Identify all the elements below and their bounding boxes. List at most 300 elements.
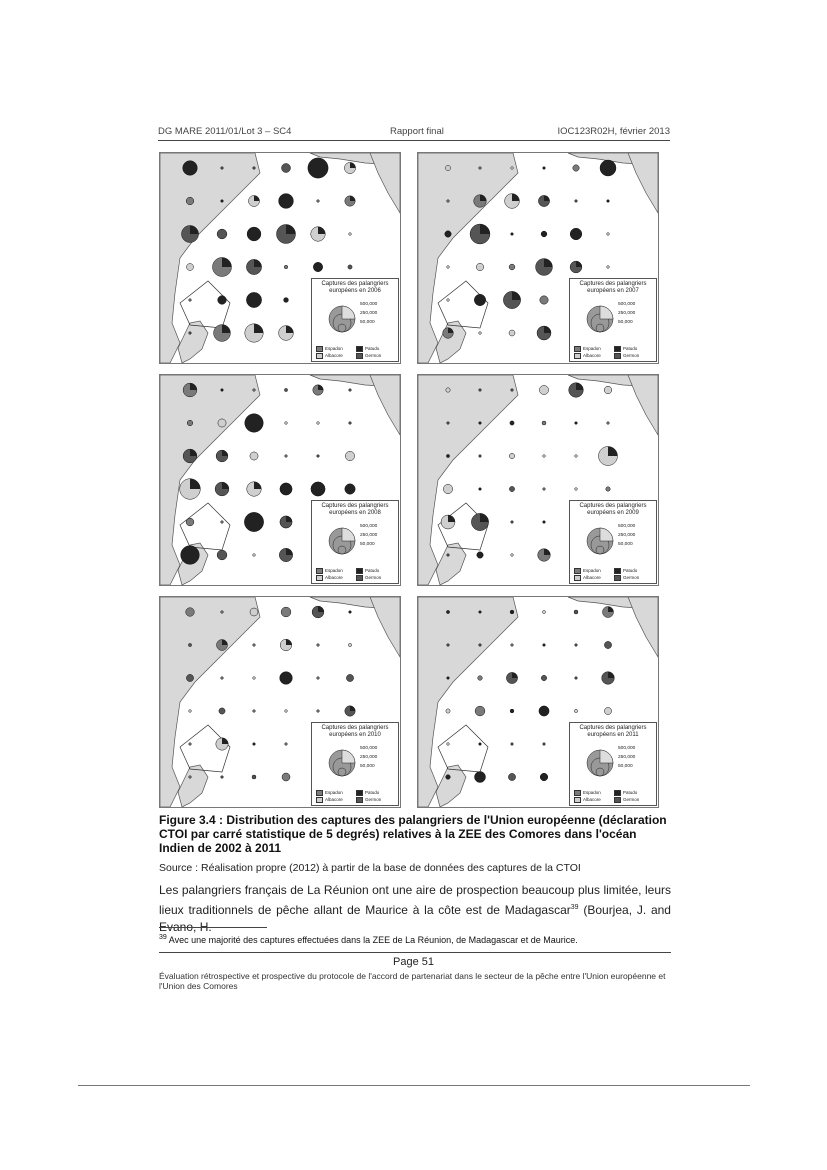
paragraph-main: Les palangriers français de La Réunion ont une aire de prospection beaucoup plus limitée, leurs lieux traditionnels de pêche allant de Maurice à la côte est de Madagascar [159,883,671,917]
catch-pie-marker [476,263,483,270]
footnote [159,934,578,945]
paragraph-footnote-ref[interactable]: 39 [570,904,579,911]
legend-category-label: Albacore [583,575,601,580]
legend-title: Captures des palangriers européens en 2007 [579,281,647,294]
catch-pie-marker [607,266,610,269]
catch-pie-slice [222,450,228,456]
catch-pie-slice [544,195,550,201]
catch-pie-marker [575,488,578,491]
legend-categories [316,789,396,803]
legend-pie-slice [600,750,613,763]
catch-pie-marker [511,554,514,557]
catch-pie-marker [479,743,482,746]
legend-category [356,345,396,352]
catch-pie-marker [189,710,192,713]
catch-pie-slice [350,484,355,489]
catch-pie-slice [318,158,328,168]
catch-pie-slice [286,483,292,489]
catch-pie-marker [543,521,546,524]
legend-category-label: Patudo [623,568,638,573]
catch-pie-marker [509,330,515,336]
footer-rule [159,952,671,953]
legend-category-label: Albacore [325,353,343,358]
catch-pie-marker [447,743,450,746]
catch-pie-marker [606,487,610,491]
catch-pie-marker [348,265,352,269]
legend-category-label: Germon [365,797,382,802]
catch-pie-marker [509,264,515,270]
legend-pie-slice [600,528,613,541]
catch-pie-slice [222,325,230,333]
legend-swatch [356,346,363,352]
catch-pie-slice [254,292,262,300]
catch-pie-marker [575,422,578,425]
catch-pie-slice [286,225,295,234]
catch-pie-marker [445,165,450,170]
legend-size-label: 500,000 [618,524,636,529]
legend-swatch [614,346,621,352]
legend-swatch [356,568,363,574]
catch-pie-marker [574,709,577,712]
land-mass [418,597,518,807]
catch-pie-slice [254,324,263,333]
catch-pie-marker [253,389,256,392]
legend-category-label: Patudo [365,346,380,351]
page-number: Page 51 [393,956,434,968]
catch-pie-slice [254,227,261,234]
catch-pie-marker [479,644,482,647]
legend-category [574,789,614,796]
land-mass [628,597,658,657]
legend-size-label: 50,000 [618,320,633,325]
legend-size-label: 500,000 [618,746,636,751]
legend-size-label: 250,000 [360,533,378,538]
catch-pie-marker [446,454,449,457]
catch-pie-marker [317,200,320,203]
catch-pie-marker [542,421,546,425]
legend-pie-slice [342,528,355,541]
catch-pie-marker [253,743,256,746]
catch-pie-slice [254,196,259,201]
catch-pie-marker [607,422,610,425]
catch-pie-marker [478,676,483,681]
legend-swatch [574,790,581,796]
legend-category [574,345,614,352]
catch-pie-marker [253,677,256,680]
catch-pie-slice [448,515,455,522]
legend-swatch [614,575,621,581]
legend-categories [574,567,654,581]
legend-swatch [356,797,363,803]
legend-swatch [316,353,323,359]
map-panel-2008 [159,374,401,586]
catch-pie-marker [346,674,353,681]
catch-pie-marker [446,610,449,613]
catch-pie-slice [350,196,355,201]
legend-categories [574,789,654,803]
legend-category [316,574,356,581]
catch-pie-slice [480,772,485,777]
catch-pie-marker [317,422,320,425]
catch-pie-slice [576,228,582,234]
catch-pie-marker [187,420,193,426]
catch-pie-marker [218,296,227,305]
catch-pie-marker [186,197,194,205]
catch-pie-slice [350,706,355,711]
legend-category [316,345,356,352]
land-mass [436,321,466,363]
legend-swatch [316,797,323,803]
land-mass [628,375,658,435]
land-mass [370,375,400,435]
map-legend [311,278,399,362]
catch-pie-marker [219,708,225,714]
catch-pie-marker [511,521,514,524]
catch-pie-slice [480,294,486,300]
catch-pie-marker [511,389,514,392]
eez-boundary [180,503,230,550]
legend-category [614,796,654,803]
catch-pie-marker [540,296,548,304]
catch-pie-slice [254,259,262,267]
catch-pie-marker [189,299,192,302]
catch-pie-marker [317,644,320,647]
legend-swatch [574,353,581,359]
catch-pie-marker [345,451,354,460]
map-panel-2007 [417,152,659,364]
land-mass [370,153,400,213]
catch-pie-marker [479,167,482,170]
legend-categories [316,567,396,581]
legend-category [316,567,356,574]
legend-size-label: 50,000 [360,542,375,547]
legend-category-label: Espadon [583,790,601,795]
catch-pie-marker [285,710,288,713]
legend-title: Captures des palangriers européens en 2006 [321,281,389,294]
catch-pie-slice [286,194,293,201]
legend-swatch [614,568,621,574]
catch-pie-marker [543,611,546,614]
legend-category [574,352,614,359]
paragraph-tail: (Bourjea, J. and Evano, H. [159,903,671,934]
catch-pie-marker [221,521,224,524]
legend-swatch [356,790,363,796]
legend-category [356,574,396,581]
catch-pie-marker [575,677,578,680]
catch-pie-slice [286,516,292,522]
catch-pie-slice [318,606,324,612]
land-mass [436,543,466,585]
catch-pie-marker [348,643,351,646]
catch-pie-marker [186,674,193,681]
catch-pie-slice [544,326,551,333]
catch-pie-marker [252,775,256,779]
catch-pie-marker [573,165,579,171]
catch-pie-marker [313,262,322,271]
catch-pie-slice [544,706,549,711]
catch-pie-slice [190,479,200,489]
catch-pie-marker [253,554,256,557]
catch-pie-marker [607,233,610,236]
legend-swatch [614,353,621,359]
legend-swatch [316,790,323,796]
legend-category [316,789,356,796]
legend-category-label: Espadon [325,790,343,795]
catch-pie-marker [285,743,288,746]
catch-pie-marker [575,200,578,203]
catch-pie-marker [511,233,514,236]
catch-pie-marker [477,552,483,558]
map-legend [569,278,657,362]
legend-categories [574,345,654,359]
catch-pie-marker [285,455,288,458]
catch-pie-marker [607,200,610,203]
catch-pie-marker [221,776,224,779]
catch-pie-marker [479,332,482,335]
legend-category-label: Germon [623,575,640,580]
footnote-number: 39 [159,934,167,941]
legend-category [574,567,614,574]
catch-pie-marker [282,164,291,173]
legend-size-label: 250,000 [360,755,378,760]
legend-category [356,796,396,803]
catch-pie-marker [604,386,612,394]
legend-category [614,345,654,352]
catch-pie-marker [575,644,578,647]
catch-pie-slice [544,259,552,267]
catch-pie-slice [318,227,325,234]
legend-category-label: Patudo [623,790,638,795]
catch-pie-slice [318,385,323,390]
catch-pie-marker [253,167,256,170]
legend-size-label: 500,000 [618,302,636,307]
legend-category [614,789,654,796]
catch-pie-marker [189,332,192,335]
catch-pie-marker [447,200,450,203]
legend-size-label: 250,000 [360,311,378,316]
legend-category-label: Germon [365,575,382,580]
legend-category [614,567,654,574]
legend-size-label: 500,000 [360,746,378,751]
catch-pie-marker [479,389,482,392]
legend-swatch [356,575,363,581]
land-mass [436,765,466,807]
catch-pie-marker [540,773,548,781]
catch-pie-marker [543,167,546,170]
catch-pie-slice [254,414,263,423]
legend-category [356,789,396,796]
catch-pie-marker [188,643,191,646]
catch-pie-marker [543,455,546,458]
map-panel-2006 [159,152,401,364]
catch-pie-slice [318,482,325,489]
map-legend [569,500,657,584]
catch-pie-slice [608,672,614,678]
catch-pie-marker [479,455,482,458]
catch-pie-slice [608,447,617,456]
catch-pie-marker [221,200,224,203]
bottom-rule [78,1085,750,1086]
catch-pie-marker [446,388,450,392]
legend-categories [316,345,396,359]
legend-swatch [316,568,323,574]
footnote-rule [159,927,267,928]
map-panel-2010 [159,596,401,808]
catch-pie-marker [284,388,287,391]
catch-pie-marker [186,518,194,526]
catch-pie-marker [508,773,515,780]
legend-swatch [316,575,323,581]
legend-swatch [316,346,323,352]
catch-pie-slice [544,549,550,555]
eez-boundary [438,725,488,772]
legend-pie-slice [342,306,355,319]
legend-category [574,574,614,581]
catch-pie-marker [447,266,450,269]
catch-pie-marker [189,743,192,746]
catch-pie-slice [576,383,583,390]
footnote-text: Avec une majorité des captures effectuées dans la ZEE de La Réunion, de Madagascar et de Maurice. [166,935,578,945]
legend-size-circle [338,324,346,332]
legend-swatch [574,575,581,581]
catch-pie-marker [284,265,288,269]
land-mass [178,765,208,807]
page-footer: Évaluation rétrospective et prospective du protocole de l'accord de partenariat dans le secteur de la pêche entre l'Union européenne et l'Union des Comores [159,971,666,991]
catch-pie-marker [447,644,450,647]
figure-source: Source : Réalisation propre (2012) à partir de la base de données des captures de la CTOI [159,862,581,874]
catch-pie-marker [447,677,450,680]
legend-category-label: Germon [365,353,382,358]
catch-pie-marker [543,644,546,647]
legend-size-label: 250,000 [618,311,636,316]
catch-pie-marker [479,611,482,614]
legend-category [574,796,614,803]
legend-category-label: Patudo [365,790,380,795]
legend-pie-slice [342,750,355,763]
figure-caption: Figure 3.4 : Distribution des captures des palangriers de l'Union européenne (déclaration CTOI par carré statistique de 5 degrés) relatives à la ZEE des Comores dans l'océan Indien de 2002 à 2011 [159,813,667,855]
catch-pie-marker [284,298,289,303]
catch-pie-marker [217,550,227,560]
legend-category [316,352,356,359]
legend-size-circle [596,546,604,554]
catch-pie-marker [349,611,352,614]
catch-pie-marker [604,641,611,648]
legend-category-label: Patudo [365,568,380,573]
map-legend [569,722,657,806]
catch-pie-marker [511,743,514,746]
catch-pie-marker [253,644,256,647]
header-left: DG MARE 2011/01/Lot 3 – SC4 [158,126,292,137]
legend-category-label: Espadon [325,346,343,351]
catch-pie-slice [286,639,292,645]
legend-size-label: 500,000 [360,524,378,529]
catch-pie-slice [222,738,228,744]
legend-category [614,574,654,581]
catch-pie-marker [447,554,450,557]
legend-size-circle [596,324,604,332]
catch-pie-marker [221,677,224,680]
land-mass [160,597,260,807]
catch-pie-marker [541,675,546,680]
catch-pie-marker [543,488,546,491]
legend-category [356,567,396,574]
catch-pie-marker [250,608,258,616]
catch-pie-slice [222,482,229,489]
catch-pie-marker [317,455,320,458]
legend-swatch [614,790,621,796]
legend-size-label: 50,000 [360,764,375,769]
catch-pie-marker [218,419,226,427]
legend-category-label: Espadon [583,346,601,351]
legend-title: Captures des palangriers européens en 2008 [321,503,389,516]
catch-pie-marker [349,422,352,425]
map-legend [311,500,399,584]
catch-pie-marker [479,488,482,491]
catch-pie-slice [512,291,521,300]
map-grid [159,152,655,808]
legend-category-label: Espadon [583,568,601,573]
catch-pie-marker [250,452,258,460]
catch-pie-marker [186,608,195,617]
legend-category-label: Espadon [325,568,343,573]
catch-pie-slice [480,224,490,234]
legend-title: Captures des palangriers européens en 2010 [321,725,389,738]
legend-category-label: Albacore [583,797,601,802]
catch-pie-slice [286,548,293,555]
catch-pie-marker [541,231,547,237]
legend-swatch [574,797,581,803]
catch-pie-marker [281,607,291,617]
catch-pie-marker [574,610,578,614]
legend-size-label: 250,000 [618,533,636,538]
catch-pie-marker [604,707,611,714]
catch-pie-slice [286,326,293,333]
legend-swatch [614,797,621,803]
catch-pie-marker [447,422,450,425]
catch-pie-marker [317,677,320,680]
catch-pie-slice [480,513,489,522]
header-right: IOC123R02H, février 2013 [557,126,670,137]
catch-pie-marker [510,709,514,713]
catch-pie-marker [221,167,224,170]
header-center: Rapport final [390,126,444,137]
map-panel-2009 [417,374,659,586]
catch-pie-slice [512,194,519,201]
catch-pie-marker [349,389,352,392]
legend-size-circle [338,546,346,554]
catch-pie-marker [285,422,288,425]
catch-pie-marker [349,233,352,236]
catch-pie-marker [447,299,450,302]
catch-pie-marker [511,167,514,170]
catch-pie-marker [221,389,224,392]
legend-category-label: Germon [623,797,640,802]
catch-pie-slice [608,607,613,612]
legend-category-label: Germon [623,353,640,358]
catch-pie-slice [512,672,518,678]
catch-pie-slice [254,512,264,522]
legend-size-label: 50,000 [360,320,375,325]
legend-swatch [574,346,581,352]
catch-pie-marker [317,710,320,713]
catch-pie-marker [509,453,514,458]
catch-pie-slice [286,672,292,678]
catch-pie-marker [475,706,485,716]
land-mass [418,375,518,585]
legend-category-label: Patudo [623,346,638,351]
legend-swatch [356,353,363,359]
catch-pie-marker [253,710,256,713]
